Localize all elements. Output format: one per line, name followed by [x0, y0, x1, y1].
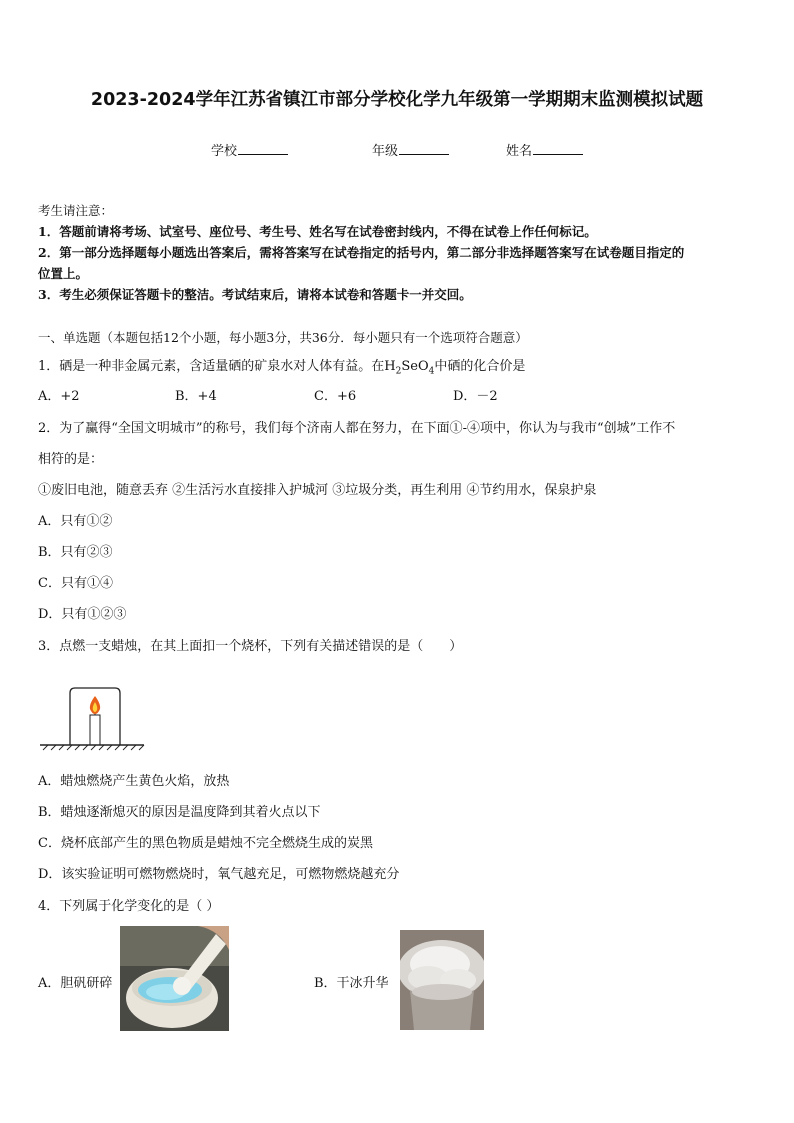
school-field [211, 140, 288, 159]
q4-option-a: A．胆矾研碎 [38, 976, 113, 991]
q3-option-b: B．蜡烛逐渐熄灭的原因是温度降到其着火点以下 [38, 805, 321, 820]
candle-beaker-diagram [38, 683, 146, 751]
question-2-stem-line1: 2．为了赢得“全国文明城市”的称号，我们每个济南人都在努力，在下面①-④项中，你认为与我市“创城”工作不 [38, 421, 676, 436]
q2-option-c: C．只有①④ [38, 576, 113, 591]
question-2-items: ①废旧电池，随意丢弃 ②生活污水直接排入护城河 ③垃圾分类，再生利用 ④节约用水，保泉护泉 [38, 483, 597, 498]
exam-title: 2023-2024学年江苏省镇江市部分学校化学九年级第一学期期末监测模拟试题 [90, 90, 704, 110]
notice-item-2: 2．第一部分选择题每小题选出答案后，需将答案写在试卷指定的括号内，第二部分非选择题答案写在试卷题目指定的 [38, 245, 685, 260]
q4-option-b: B．干冰升华 [314, 976, 389, 991]
mortar-pestle-photo [120, 926, 229, 1031]
notice-heading: 考生请注意： [38, 203, 114, 218]
notice-item-3: 3．考生必须保证答题卡的整洁。考试结束后，请将本试卷和答题卡一并交回。 [38, 287, 472, 302]
name-field [506, 140, 583, 159]
dry-ice-photo [400, 930, 484, 1030]
question-3-stem: 3．点燃一支蜡烛，在其上面扣一个烧杯，下列有关描述错误的是（ ） [38, 639, 463, 654]
q3-option-d: D．该实验证明可燃物燃烧时，氧气越充足，可燃物燃烧越充分 [38, 867, 400, 882]
q1-option-d: D．－2 [453, 389, 498, 404]
name-label: 姓名 [506, 144, 533, 159]
q1-option-a: A．+2 [38, 389, 80, 404]
q2-option-a: A．只有①② [38, 514, 113, 529]
q3-option-c: C．烧杯底部产生的黑色物质是蜡烛不完全燃烧生成的炭黑 [38, 836, 373, 851]
question-4-stem: 4．下列属于化学变化的是（ ） [38, 899, 220, 914]
section-heading: 一、单选题（本题包括12个小题，每小题3分，共36分．每小题只有一个选项符合题意） [38, 330, 528, 345]
candle-shape [90, 715, 100, 745]
name-blank [533, 141, 583, 155]
question-1-stem: 1．硒是一种非金属元素，含适量硒的矿泉水对人体有益。在$H_2SeO_4$中硒的化合价是 [38, 359, 526, 377]
school-label: 学校 [211, 144, 238, 159]
q2-option-d: D．只有①②③ [38, 607, 127, 622]
notice-block [38, 200, 758, 305]
q2-option-b: B．只有②③ [38, 545, 113, 560]
notice-item-1: 1．答题前请将考场、试室号、座位号、考生号、姓名写在试卷密封线内，不得在试卷上作任何标记。 [38, 224, 597, 239]
q3-option-a: A．蜡烛燃烧产生黄色火焰，放热 [38, 774, 230, 789]
grade-label: 年级 [372, 144, 399, 159]
question-2-stem-line2: 相符的是： [38, 452, 104, 467]
notice-item-2-cont: 位置上。 [38, 266, 89, 281]
school-blank [238, 141, 288, 155]
grade-blank [399, 141, 449, 155]
q1-option-b: B．+4 [175, 389, 217, 404]
grade-field [372, 140, 449, 159]
q1-option-c: C．+6 [314, 389, 357, 404]
